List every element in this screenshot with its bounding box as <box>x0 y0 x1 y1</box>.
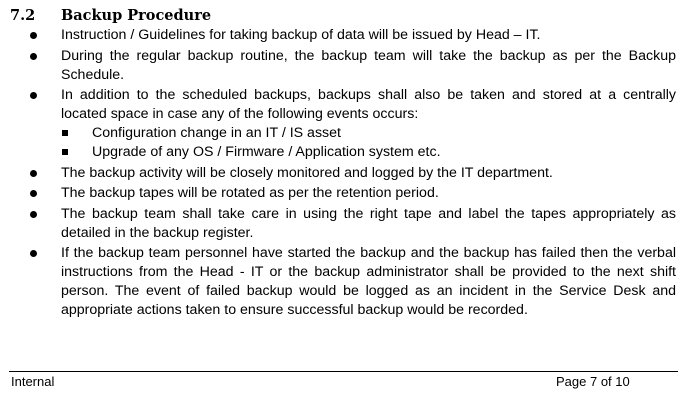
section-number: 7.2 <box>10 7 36 24</box>
list-item <box>0 205 676 243</box>
procedure-list <box>0 26 691 322</box>
list-item-text: If the backup team personnel have started the backup and the backup has failed then the verbal instructions from the Head - IT or the backup administrator shall be provided to the next shift person. The event of failed backup would be logged as an incident in the Service Desk and appropriate actions taken to ensure successful backup would be recorded. <box>61 245 676 318</box>
section-heading <box>10 6 211 26</box>
section-title: Backup Procedure <box>61 7 212 24</box>
sub-list-item-text: Configuration change in an IT / IS asset <box>92 125 341 141</box>
list-item <box>0 244 676 320</box>
list-item <box>0 47 676 85</box>
list-item <box>0 184 676 203</box>
sub-list-item-text: Upgrade of any OS / Firmware / Application system etc. <box>92 144 441 160</box>
sub-list-item <box>61 124 676 143</box>
event-sublist <box>61 124 676 162</box>
list-item-text: The backup activity will be closely monitored and logged by the IT department. <box>61 164 553 181</box>
footer-page-number: Page 7 of 10 <box>556 374 630 389</box>
footer-classification: Internal <box>11 374 55 389</box>
list-item-text: During the regular backup routine, the backup team will take the backup as per the Backup Schedule. <box>61 47 676 83</box>
sub-list-item <box>61 143 676 162</box>
list-item <box>0 164 676 183</box>
list-item <box>0 26 676 45</box>
list-item-text: The backup tapes will be rotated as per the retention period. <box>61 185 439 201</box>
list-item-text: In addition to the scheduled backups, backups shall also be taken and stored at a centrally located space in case any of the following events occurs: <box>61 87 676 122</box>
footer-divider <box>9 371 678 372</box>
list-item-text: The backup team shall take care in using the right tape and label the tapes appropriately as detailed in the backup register. <box>61 205 676 241</box>
list-item-text: Instruction / Guidelines for taking backup of data will be issued by Head – IT. <box>61 27 541 43</box>
list-item <box>0 86 676 162</box>
